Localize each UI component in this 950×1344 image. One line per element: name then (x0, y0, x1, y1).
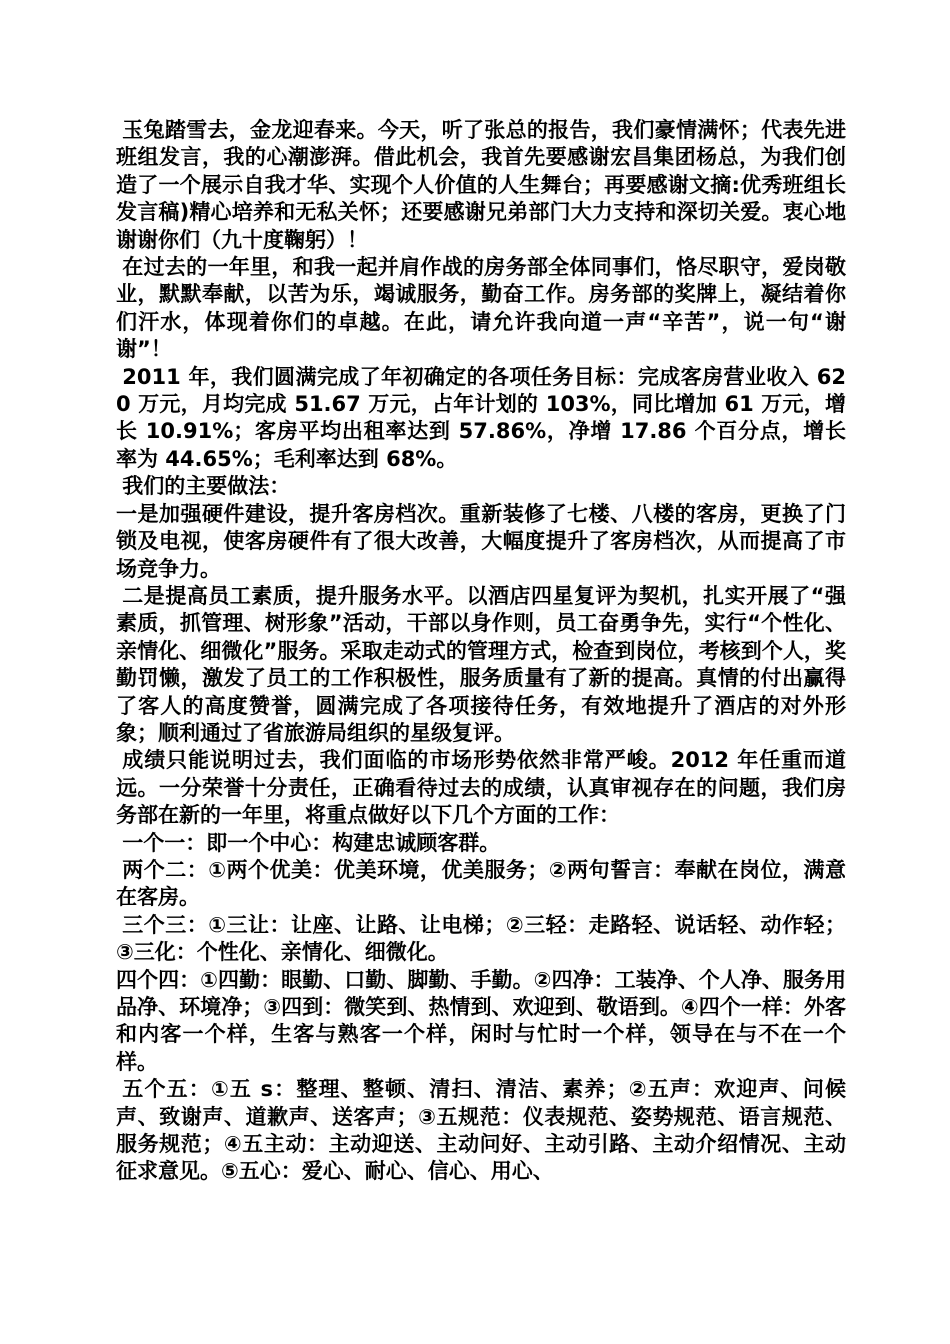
paragraph-item-three: 三个三：①三让：让座、让路、让电梯；②三轻：走路轻、说话轻、动作轻；③三化：个性化、亲情化、细微化。 (116, 912, 846, 965)
document-body (116, 117, 846, 1186)
paragraph-item-five: 五个五：①五 s：整理、整顿、清扫、清洁、素养；②五声：欢迎声、问候声、致谢声、道歉声、送客声；③五规范：仪表规范、姿势规范、语言规范、服务规范；④五主动：主动迎送、主动问好、主动引路、主动介绍情况、主动征求意见。⑤五心：爱心、耐心、信心、用心、 (116, 1077, 846, 1184)
paragraph-thanks-colleagues: 在过去的一年里，和我一起并肩作战的房务部全体同事们，恪尽职守，爱岗敬业，默默奉献，以苦为乐，竭诚服务，勤奋工作。房务部的奖牌上，凝结着你们汗水，体现着你们的卓越。在此，请允许我向道一声“辛苦”，说一句“谢谢”！ (116, 255, 846, 362)
paragraph-item-four: 四个四：①四勤：眼勤、口勤、脚勤、手勤。②四净：工装净、个人净、服务用品净、环境净；③四到：微笑到、热情到、欢迎到、敬语到。④四个一样：外客和内客一个样，生客与熟客一个样，闲时与忙时一个样，领导在与不在一个样。 (116, 967, 846, 1074)
paragraph-item-two: 两个二：①两个优美：优美环境，优美服务；②两句誓言：奉献在岗位，满意在客房。 (116, 857, 846, 910)
paragraph-method-one: 一是加强硬件建设，提升客房档次。重新装修了七楼、八楼的客房，更换了门锁及电视，使客房硬件有了很大改善，大幅度提升了客房档次，从而提高了市场竞争力。 (116, 501, 846, 581)
paragraph-2011-results: 2011 年，我们圆满完成了年初确定的各项任务目标：完成客房营业收入 620 万元，月均完成 51.67 万元，占年计划的 103%，同比增加 61 万元，增长 10.91%；客房平均出租率达到 57.86%，净增 17.86 个百分点，增长率为 44.65%；毛利率达到 68%。 (116, 364, 846, 471)
paragraph-opening: 玉兔踏雪去，金龙迎春来。今天，听了张总的报告，我们豪情满怀；代表先进班组发言，我的心潮澎湃。借此机会，我首先要感谢宏昌集团杨总，为我们创造了一个展示自我才华、实现个人价值的人生舞台；再要感谢文摘:优秀班组长发言稿)精心培养和无私关怀；还要感谢兄弟部门大力支持和深切关爱。衷心地谢谢你们（九十度鞠躬）！ (116, 118, 846, 252)
paragraph-method-two: 二是提高员工素质，提升服务水平。以酒店四星复评为契机，扎实开展了“强素质，抓管理、树形象”活动，干部以身作则，员工奋勇争先，实行“个性化、亲情化、细微化”服务。采取走动式的管理方式，检查到岗位，考核到个人，奖勤罚懒，激发了员工的工作积极性，服务质量有了新的提高。真情的付出赢得了客人的高度赞誉，圆满完成了各项接待任务，有效地提升了酒店的对外形象；顺利通过了省旅游局组织的星级复评。 (116, 583, 846, 745)
paragraph-2012-outlook: 成绩只能说明过去，我们面临的市场形势依然非常严峻。2012 年任重而道远。一分荣誉十分责任，正确看待过去的成绩，认真审视存在的问题，我们房务部在新的一年里，将重点做好以下几个方面的工作： (116, 748, 846, 828)
paragraph-main-methods-heading: 我们的主要做法： (122, 474, 291, 499)
paragraph-item-one: 一个一：即一个中心：构建忠诚顾客群。 (122, 830, 501, 855)
